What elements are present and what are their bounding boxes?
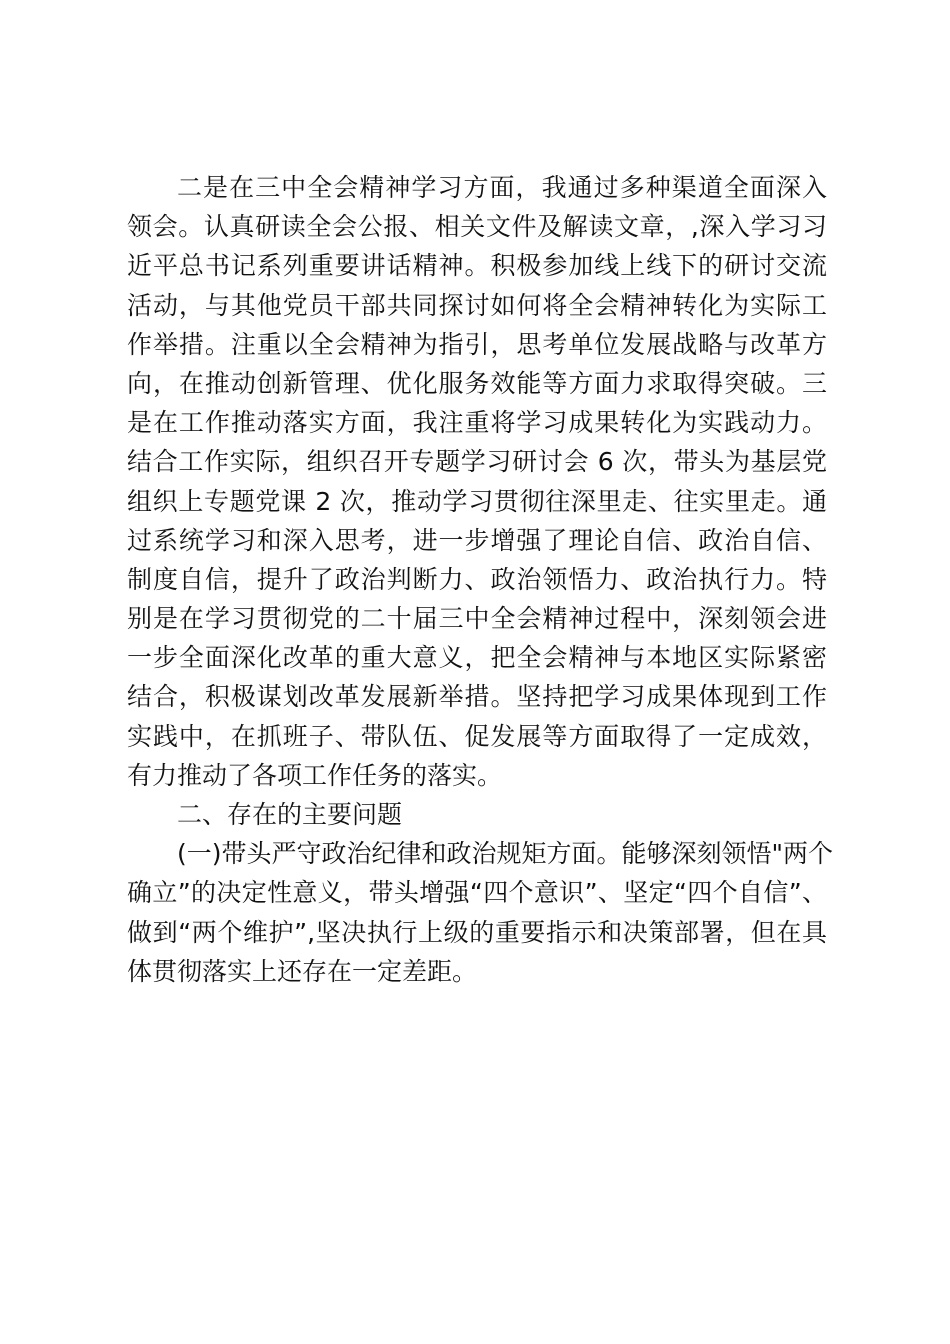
text-line: 近平总书记系列重要讲话精神。积极参加线上线下的研讨交流	[127, 251, 827, 281]
text-line: 有力推动了各项工作任务的落实。	[127, 760, 503, 790]
text-line: 别是在学习贯彻党的二十届三中全会精神过程中，深刻领会进	[127, 604, 827, 634]
text-line: 结合工作实际，组织召开专题学习研讨会 6 次，带头为基层党	[127, 447, 827, 477]
text-line: 二是在三中全会精神学习方面，我通过多种渠道全面深入	[177, 173, 827, 202]
text-line: 向，在推动创新管理、优化服务效能等方面力求取得突破。三	[127, 368, 827, 398]
paragraph-study-plenum	[127, 168, 827, 795]
text-line: 活动，与其他党员干部共同探讨如何将全会精神转化为实际工	[127, 290, 827, 320]
paragraph-political-discipline	[127, 834, 834, 991]
text-line: 一步全面深化改革的重大意义，把全会精神与本地区实际紧密	[127, 643, 827, 673]
text-line: 结合，积极谋划改革发展新举措。坚持把学习成果体现到工作	[127, 682, 827, 712]
text-line: 领会。认真研读全会公报、相关文件及解读文章，,深入学习习	[127, 212, 827, 242]
text-line: 组织上专题党课 2 次，推动学习贯彻往深里走、往实里走。通	[127, 486, 827, 516]
text-line: (一)带头严守政治纪律和政治规矩方面。能够深刻领悟"两个	[177, 839, 834, 869]
text-line: 制度自信，提升了政治判断力、政治领悟力、政治执行力。特	[127, 564, 827, 594]
text-line: 作举措。注重以全会精神为指引，思考单位发展战略与改革方	[127, 329, 827, 359]
text-line: 是在工作推动落实方面，我注重将学习成果转化为实践动力。	[127, 408, 827, 438]
text-line: 确立”的决定性意义，带头增强“四个意识”、坚定“四个自信”、	[127, 878, 827, 908]
text-line: 体贯彻落实上还存在一定差距。	[127, 956, 478, 986]
section-heading: 二、存在的主要问题	[177, 800, 403, 829]
text-line: 实践中，在抓班子、带队伍、促发展等方面取得了一定成效，	[127, 721, 827, 751]
text-line: 过系统学习和深入思考，进一步增强了理论自信、政治自信、	[127, 525, 827, 555]
document-body	[127, 168, 834, 991]
text-line: 做到“两个维护”,坚决执行上级的重要指示和决策部署，但在具	[127, 917, 827, 947]
